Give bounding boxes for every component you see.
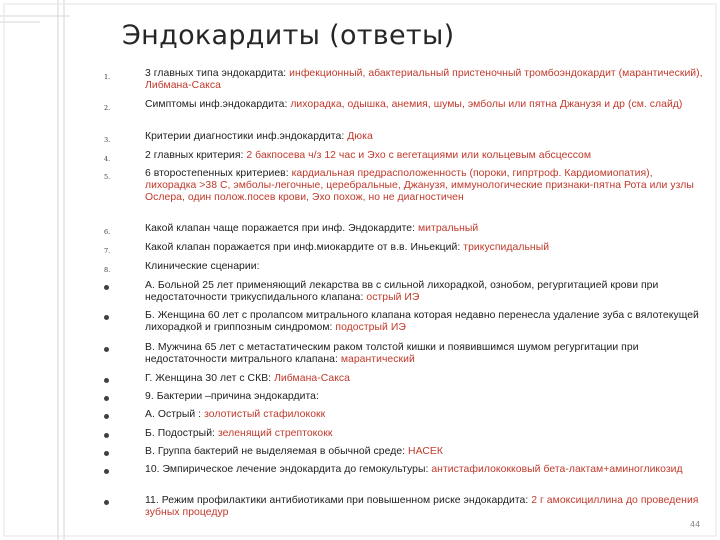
item-text: 10. Эмпирическое лечение эндокардита до гемокультуры: антистафилококковый бета-лактам+аминогликозид: [145, 464, 683, 475]
item-text: 9. Бактерии –причина эндокардита:: [145, 391, 319, 402]
answer-highlight: зеленящий стрептококк: [217, 428, 333, 439]
answer-highlight: золотистый стафилококк: [204, 409, 326, 420]
bullet-icon: [104, 347, 109, 352]
answer-highlight: инфекционный, абактериальный пристеночный тромбоэндокардит (марантический), Либмана-Сакса: [145, 68, 703, 92]
item-text: В. Мужчина 65 лет с метастатическим раком толстой кишки и появившимся шумом регургитации при недостаточности митрального клапана: марантический: [145, 342, 639, 366]
item-text: 11. Режим профилактики антибиотиками при повышенном риске эндокардита: 2 г амоксициллина до проведения зубных процедур: [145, 495, 699, 519]
bullet-icon: [104, 469, 109, 474]
bullet-icon: [104, 500, 109, 505]
bullet-icon: [104, 433, 109, 438]
answer-highlight: марантический: [340, 354, 415, 366]
item-text: Клинические сценарии:: [145, 261, 260, 272]
answer-highlight: острый ИЭ: [366, 292, 420, 304]
item-text: Г. Женщина 30 лет с СКВ: Либмана-Сакса: [145, 373, 350, 384]
item-number: 7.: [104, 247, 111, 255]
item-number: 5.: [104, 173, 111, 181]
answer-highlight: кардиальная предрасположенность (пороки, гипртроф. Кардиомиопатия), лихорадка >38 С, эмболы-легочные, церебральные, Джанузя, иммунологические признаки-пятна Рота или узлы Ослера, один полож.посев крови, Эхо похож, но не диагностичен: [145, 168, 694, 204]
item-text: А. Острый : золотистый стафилококк: [145, 409, 326, 420]
item-text: Какой клапан чаще поражается при инф. Эндокардите: митральный: [145, 223, 479, 234]
bullet-icon: [104, 414, 109, 419]
item-text: Какой клапан поражается при инф.миокардите от в.в. Иньекций: трикуспидальный: [145, 242, 550, 253]
bullet-icon: [104, 378, 109, 383]
bullet-icon: [104, 451, 109, 456]
answer-highlight: НАСЕК: [408, 446, 443, 457]
item-text: В. Группа бактерий не выделяемая в обычной среде: НАСЕК: [145, 446, 443, 457]
slide-title: Эндокардиты (ответы): [122, 20, 455, 51]
page-number: 44: [690, 520, 701, 529]
item-text: Б. Подострый: зеленящий стрептококк: [145, 428, 333, 439]
item-number: 1.: [104, 73, 111, 81]
bullet-icon: [104, 315, 109, 320]
answer-highlight: 2 г амоксициллина до проведения зубных процедур: [145, 495, 699, 519]
bullet-icon: [104, 396, 109, 401]
item-number: 3.: [104, 136, 111, 144]
item-text: Б. Женщина 60 лет с пролапсом митрального клапана которая недавно перенесла удаление зуба с вялотекущей лихорадкой и гриппозным синдромом: подострый ИЭ: [145, 310, 699, 334]
answer-highlight: Дюка: [347, 131, 373, 142]
item-text: 6 второстепенных критериев: кардиальная предрасположенность (пороки, гипртроф. Кардиомиопатия), лихорадка >38 С, эмболы-легочные, церебральные, Джанузя, иммунологические признаки-пятна Рота или узлы Ослера, один полож.посев крови, Эхо похож, но не диагностичен: [145, 168, 694, 204]
item-number: 2.: [104, 104, 111, 112]
answer-highlight: подострый ИЭ: [335, 322, 406, 334]
answer-highlight: 2 бакпосева ч/з 12 час и Эхо с вегетациями или кольцевым абсцессом: [246, 150, 592, 161]
item-number: 6.: [104, 228, 111, 236]
answer-highlight: трикуспидальный: [463, 242, 550, 253]
answer-highlight: антистафилококковый бета-лактам+аминогликозид: [431, 464, 683, 475]
item-text: Критерии диагностики инф.эндокардита: Дюка: [145, 131, 373, 142]
item-text: Симптомы инф.эндокардита: лихорадка, одышка, анемия, шумы, эмболы или пятна Джанузя и др (см. слайд): [145, 99, 683, 110]
item-number: 8.: [104, 266, 111, 274]
item-text: А. Больной 25 лет применяющий лекарства вв с сильной лихорадкой, ознобом, регургитацией крови при недостаточности трикуспидального клапана: острый ИЭ: [145, 280, 659, 304]
item-number: 4.: [104, 155, 111, 163]
item-text: 3 главных типа эндокардита: инфекционный, абактериальный пристеночный тромбоэндокардит (марантический), Либмана-Сакса: [145, 68, 703, 92]
answer-highlight: Либмана-Сакса: [274, 373, 350, 384]
item-text: 2 главных критерия: 2 бакпосева ч/з 12 час и Эхо с вегетациями или кольцевым абсцессом: [145, 150, 592, 161]
answer-highlight: митральный: [417, 223, 479, 234]
answer-highlight: лихорадка, одышка, анемия, шумы, эмболы или пятна Джанузя и др (см. слайд): [290, 99, 683, 110]
bullet-icon: [104, 285, 109, 290]
